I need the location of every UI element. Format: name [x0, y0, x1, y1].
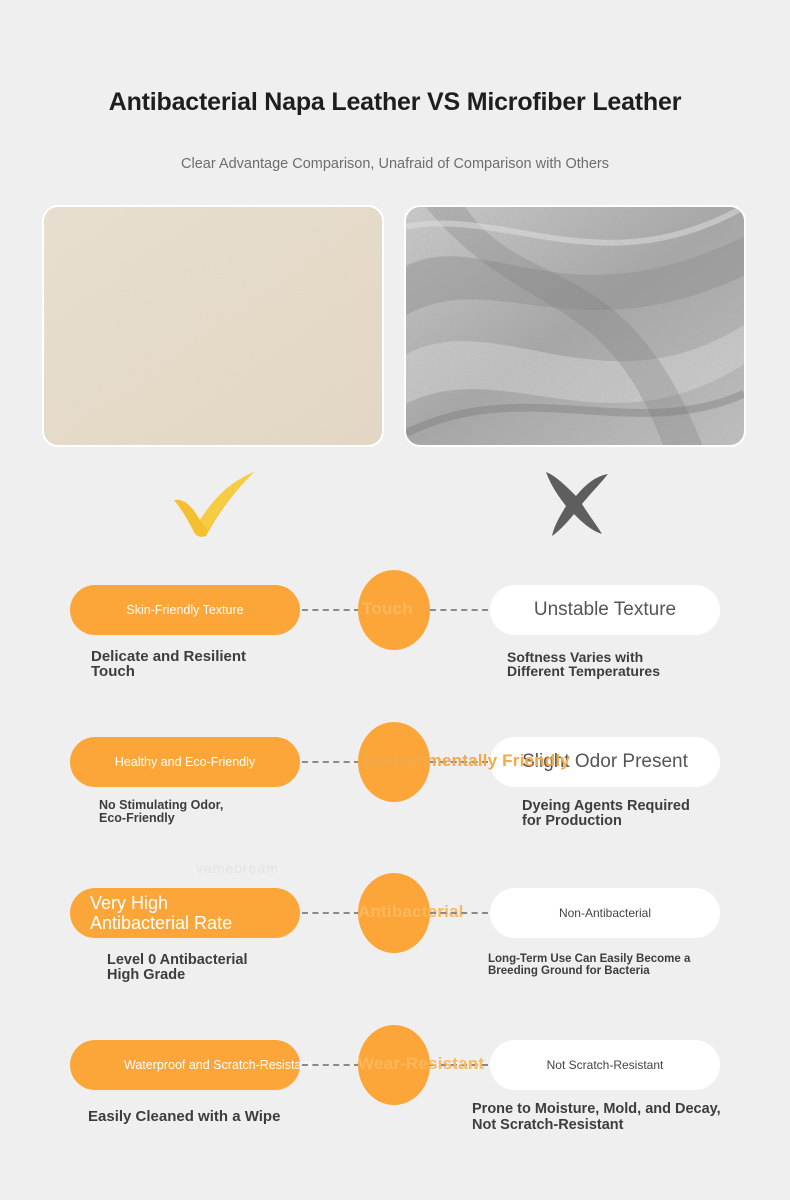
microfiber-description: Prone to Moisture, Mold, and Decay, Not Scratch-Resistant [472, 1101, 721, 1133]
microfiber-description: Long-Term Use Can Easily Become a Breeding Ground for Bacteria [488, 953, 691, 977]
napa-description: Level 0 Antibacterial High Grade [107, 952, 248, 983]
connector-line [302, 1064, 360, 1066]
category-label: Environmentally Friendly [362, 751, 570, 770]
connector-line [302, 912, 360, 914]
page-title: Antibacterial Napa Leather VS Microfiber Leather [108, 88, 682, 116]
microfiber-leather-image [404, 205, 746, 447]
category-label: Wear-Resistant [358, 1054, 485, 1073]
microfiber-description: Dyeing Agents Required for Production [522, 798, 690, 829]
cross-icon [532, 470, 622, 540]
comparison-row [0, 585, 790, 715]
microfiber-feature-pill: Non-Antibacterial [490, 888, 720, 938]
connector-line [302, 609, 360, 611]
napa-feature-pill: Skin-Friendly Texture [70, 585, 300, 635]
connector-line [430, 912, 488, 914]
comparison-row [0, 1040, 790, 1170]
microfiber-description: Softness Varies with Different Temperatures [507, 649, 661, 679]
check-icon [170, 470, 260, 540]
microfiber-feature-pill: Slight Odor Present [490, 737, 720, 787]
comparison-row [0, 888, 790, 1018]
microfiber-feature-pill: Unstable Texture [490, 585, 720, 635]
napa-description: Delicate and Resilient Touch [91, 648, 247, 680]
category-label: Antibacterial [358, 902, 464, 921]
page-subtitle: Clear Advantage Comparison, Unafraid of Comparison with Others [181, 156, 609, 172]
napa-description: No Stimulating Odor, Eco-Friendly [99, 798, 224, 825]
connector-line [430, 609, 488, 611]
napa-description: Easily Cleaned with a Wipe [88, 1108, 281, 1125]
connector-line [302, 761, 360, 763]
napa-leather-image [42, 205, 384, 447]
napa-feature-pill: Very High Antibacterial Rate [70, 888, 300, 938]
category-label: Touch [362, 599, 413, 618]
napa-feature-pill: Waterproof and Scratch-Resistant [70, 1040, 300, 1090]
watermark: vameoream [196, 860, 279, 876]
napa-feature-pill: Healthy and Eco-Friendly [70, 737, 300, 787]
microfiber-feature-pill: Not Scratch-Resistant [490, 1040, 720, 1090]
comparison-row [0, 737, 790, 867]
